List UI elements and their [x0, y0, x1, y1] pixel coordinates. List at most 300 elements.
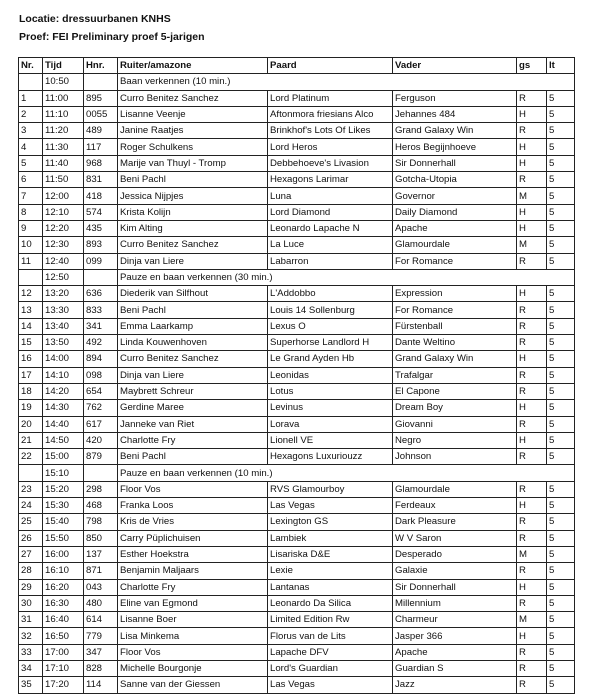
table-row	[19, 546, 575, 562]
cell-rider: Curro Benitez Sanchez	[118, 351, 268, 367]
cell-rider: Emma Laarkamp	[118, 318, 268, 334]
cell-horse: Brinkhof's Lots Of Likes	[268, 123, 393, 139]
test-line: Proef: FEI Preliminary proef 5-jarigen	[19, 31, 205, 43]
cell-time: 12:20	[43, 220, 84, 236]
cell-time: 11:10	[43, 106, 84, 122]
cell-gs: H	[517, 139, 547, 155]
cell-time: 15:30	[43, 498, 84, 514]
cell-horse: L'Addobbo	[268, 286, 393, 302]
cell-rider: Eline van Egmond	[118, 595, 268, 611]
cell-nr: 28	[19, 563, 43, 579]
cell-lt: 5	[547, 595, 575, 611]
cell-sire: Guardian S	[393, 660, 517, 676]
cell-lt: 5	[547, 286, 575, 302]
cell-horse: Leonardo Da Silica	[268, 595, 393, 611]
cell-gs: H	[517, 204, 547, 220]
cell-nr: 1	[19, 90, 43, 106]
cell-nr: 25	[19, 514, 43, 530]
cell-time: 15:00	[43, 449, 84, 465]
cell-gs: R	[517, 90, 547, 106]
cell-sire: Millennium	[393, 595, 517, 611]
cell-sire: Desperado	[393, 546, 517, 562]
table-row	[19, 139, 575, 155]
cell-lt: 5	[547, 367, 575, 383]
table-row	[19, 123, 575, 139]
cell-hnr: 489	[84, 123, 118, 139]
table-row	[19, 514, 575, 530]
cell-time: 16:10	[43, 563, 84, 579]
cell-nr: 26	[19, 530, 43, 546]
table-row	[19, 351, 575, 367]
cell-sire: Apache	[393, 644, 517, 660]
break-label: Pauze en baan verkennen (30 min.)	[118, 269, 575, 285]
cell-time: 16:50	[43, 628, 84, 644]
cell-gs: R	[517, 563, 547, 579]
cell-gs: R	[517, 123, 547, 139]
table-row	[19, 188, 575, 204]
cell-gs: H	[517, 400, 547, 416]
cell-horse: Levinus	[268, 400, 393, 416]
col-header-horse: Paard	[268, 58, 393, 74]
cell-rider: Diederik van Silfhout	[118, 286, 268, 302]
table-row	[19, 644, 575, 660]
cell-time: 15:10	[43, 465, 84, 481]
cell-hnr: 043	[84, 579, 118, 595]
cell-gs: H	[517, 628, 547, 644]
cell-lt: 5	[547, 481, 575, 497]
cell-horse: Louis 14 Sollenburg	[268, 302, 393, 318]
break-label: Baan verkennen (10 min.)	[118, 74, 575, 90]
cell-sire: W V Saron	[393, 530, 517, 546]
col-header-gs: gs	[517, 58, 547, 74]
cell-horse: Florus van de Lits	[268, 628, 393, 644]
cell-horse: Lantanas	[268, 579, 393, 595]
break-label: Pauze en baan verkennen (10 min.)	[118, 465, 575, 481]
cell-rider: Krista Kolijn	[118, 204, 268, 220]
cell-sire: Jazz	[393, 677, 517, 693]
cell-lt: 5	[547, 335, 575, 351]
cell-nr: 3	[19, 123, 43, 139]
cell-sire: Giovanni	[393, 416, 517, 432]
cell-rider: Beni Pachl	[118, 449, 268, 465]
cell-hnr: 617	[84, 416, 118, 432]
cell-nr: 29	[19, 579, 43, 595]
cell-nr: 21	[19, 432, 43, 448]
cell-lt: 5	[547, 318, 575, 334]
cell-hnr: 098	[84, 367, 118, 383]
cell-time: 13:50	[43, 335, 84, 351]
cell-time: 14:30	[43, 400, 84, 416]
cell-lt: 5	[547, 628, 575, 644]
cell-sire: Grand Galaxy Win	[393, 351, 517, 367]
cell-hnr: 468	[84, 498, 118, 514]
cell-sire: Heros Begijnhoeve	[393, 139, 517, 155]
cell-lt: 5	[547, 498, 575, 514]
cell-hnr: 614	[84, 612, 118, 628]
cell-horse: Lionell VE	[268, 432, 393, 448]
cell-gs: R	[517, 481, 547, 497]
cell-sire: Fürstenball	[393, 318, 517, 334]
cell-rider: Curro Benitez Sanchez	[118, 90, 268, 106]
cell-time: 17:00	[43, 644, 84, 660]
cell-lt: 5	[547, 351, 575, 367]
cell-rider: Floor Vos	[118, 644, 268, 660]
cell-sire: For Romance	[393, 253, 517, 269]
cell-hnr: 420	[84, 432, 118, 448]
table-header-row	[19, 58, 575, 74]
cell-rider: Benjamin Maljaars	[118, 563, 268, 579]
cell-sire: Jasper 366	[393, 628, 517, 644]
cell-nr: 33	[19, 644, 43, 660]
cell-lt: 5	[547, 449, 575, 465]
table-row	[19, 335, 575, 351]
cell-time: 12:40	[43, 253, 84, 269]
cell-hnr	[84, 269, 118, 285]
cell-hnr: 114	[84, 677, 118, 693]
cell-sire: Apache	[393, 220, 517, 236]
cell-gs: R	[517, 302, 547, 318]
cell-rider: Franka Loos	[118, 498, 268, 514]
cell-time: 14:10	[43, 367, 84, 383]
start-list-table	[18, 57, 575, 694]
cell-time: 11:00	[43, 90, 84, 106]
cell-horse: Labarron	[268, 253, 393, 269]
cell-gs: M	[517, 612, 547, 628]
table-row	[19, 595, 575, 611]
cell-rider: Jessica Nijpjes	[118, 188, 268, 204]
cell-time: 14:20	[43, 383, 84, 399]
cell-nr: 23	[19, 481, 43, 497]
cell-nr: 35	[19, 677, 43, 693]
cell-time: 14:00	[43, 351, 84, 367]
cell-nr	[19, 269, 43, 285]
cell-nr: 22	[19, 449, 43, 465]
cell-rider: Michelle Bourgonje	[118, 660, 268, 676]
cell-gs: R	[517, 416, 547, 432]
table-row	[19, 400, 575, 416]
cell-horse: Superhorse Landlord H	[268, 335, 393, 351]
cell-sire: Grand Galaxy Win	[393, 123, 517, 139]
cell-time: 11:20	[43, 123, 84, 139]
cell-hnr: 850	[84, 530, 118, 546]
cell-hnr: 099	[84, 253, 118, 269]
cell-time: 15:50	[43, 530, 84, 546]
cell-horse: RVS Glamourboy	[268, 481, 393, 497]
cell-lt: 5	[547, 677, 575, 693]
cell-lt: 5	[547, 432, 575, 448]
table-row	[19, 155, 575, 171]
cell-sire: Charmeur	[393, 612, 517, 628]
cell-rider: Lisanne Boer	[118, 612, 268, 628]
cell-hnr: 871	[84, 563, 118, 579]
cell-nr: 2	[19, 106, 43, 122]
cell-gs: R	[517, 318, 547, 334]
cell-sire: Dark Pleasure	[393, 514, 517, 530]
cell-rider: Charlotte Fry	[118, 579, 268, 595]
cell-time: 16:40	[43, 612, 84, 628]
cell-time: 12:10	[43, 204, 84, 220]
cell-time: 16:30	[43, 595, 84, 611]
cell-horse: Lisariska D&E	[268, 546, 393, 562]
cell-hnr: 492	[84, 335, 118, 351]
cell-gs: R	[517, 335, 547, 351]
cell-time: 11:40	[43, 155, 84, 171]
cell-rider: Janine Raatjes	[118, 123, 268, 139]
cell-lt: 5	[547, 530, 575, 546]
cell-gs: H	[517, 106, 547, 122]
cell-nr: 18	[19, 383, 43, 399]
cell-lt: 5	[547, 612, 575, 628]
cell-hnr: 0055	[84, 106, 118, 122]
cell-hnr: 833	[84, 302, 118, 318]
break-row	[19, 74, 575, 90]
cell-horse: Hexagons Luxuriouzz	[268, 449, 393, 465]
cell-gs: H	[517, 220, 547, 236]
table-row	[19, 106, 575, 122]
cell-time: 12:00	[43, 188, 84, 204]
cell-nr: 4	[19, 139, 43, 155]
cell-horse: La Luce	[268, 237, 393, 253]
cell-hnr: 894	[84, 351, 118, 367]
cell-time: 17:20	[43, 677, 84, 693]
cell-rider: Dinja van Liere	[118, 253, 268, 269]
cell-lt: 5	[547, 644, 575, 660]
cell-nr: 30	[19, 595, 43, 611]
cell-hnr: 828	[84, 660, 118, 676]
cell-sire: Ferguson	[393, 90, 517, 106]
cell-rider: Charlotte Fry	[118, 432, 268, 448]
table-row	[19, 416, 575, 432]
col-header-nr: Nr.	[19, 58, 43, 74]
cell-gs: H	[517, 579, 547, 595]
cell-lt: 5	[547, 383, 575, 399]
col-header-lt: lt	[547, 58, 575, 74]
table-row	[19, 367, 575, 383]
cell-hnr: 347	[84, 644, 118, 660]
cell-time: 13:40	[43, 318, 84, 334]
cell-horse: Las Vegas	[268, 498, 393, 514]
cell-hnr: 298	[84, 481, 118, 497]
cell-rider: Roger Schulkens	[118, 139, 268, 155]
cell-time: 10:50	[43, 74, 84, 90]
cell-horse: Lambiek	[268, 530, 393, 546]
cell-hnr: 895	[84, 90, 118, 106]
cell-gs: R	[517, 530, 547, 546]
location-line: Locatie: dressuurbanen KNHS	[19, 13, 171, 25]
cell-horse: Lexus O	[268, 318, 393, 334]
table-row	[19, 498, 575, 514]
cell-nr: 14	[19, 318, 43, 334]
cell-horse: Las Vegas	[268, 677, 393, 693]
cell-rider: Sanne van der Giessen	[118, 677, 268, 693]
col-header-hnr: Hnr.	[84, 58, 118, 74]
cell-nr: 12	[19, 286, 43, 302]
cell-lt: 5	[547, 660, 575, 676]
cell-sire: Negro	[393, 432, 517, 448]
cell-horse: Leonidas	[268, 367, 393, 383]
break-row	[19, 465, 575, 481]
cell-lt: 5	[547, 90, 575, 106]
cell-sire: Gotcha-Utopia	[393, 172, 517, 188]
table-row	[19, 237, 575, 253]
cell-time: 12:30	[43, 237, 84, 253]
cell-nr: 16	[19, 351, 43, 367]
cell-hnr: 798	[84, 514, 118, 530]
cell-rider: Beni Pachl	[118, 172, 268, 188]
table-row	[19, 286, 575, 302]
cell-horse: Leonardo Lapache N	[268, 220, 393, 236]
cell-rider: Janneke van Riet	[118, 416, 268, 432]
cell-hnr: 879	[84, 449, 118, 465]
cell-sire: Governor	[393, 188, 517, 204]
table-row	[19, 481, 575, 497]
cell-rider: Beni Pachl	[118, 302, 268, 318]
cell-nr: 24	[19, 498, 43, 514]
cell-horse: Lord Heros	[268, 139, 393, 155]
cell-rider: Gerdine Maree	[118, 400, 268, 416]
cell-hnr	[84, 74, 118, 90]
cell-nr: 9	[19, 220, 43, 236]
cell-gs: R	[517, 253, 547, 269]
table-row	[19, 579, 575, 595]
cell-nr: 20	[19, 416, 43, 432]
table-row	[19, 432, 575, 448]
cell-sire: Ferdeaux	[393, 498, 517, 514]
cell-lt: 5	[547, 172, 575, 188]
cell-horse: Lord's Guardian	[268, 660, 393, 676]
cell-lt: 5	[547, 579, 575, 595]
cell-gs: R	[517, 383, 547, 399]
cell-sire: Sir Donnerhall	[393, 155, 517, 171]
cell-sire: Dante Weltino	[393, 335, 517, 351]
cell-lt: 5	[547, 253, 575, 269]
cell-time: 16:00	[43, 546, 84, 562]
table-row	[19, 172, 575, 188]
cell-rider: Kim Alting	[118, 220, 268, 236]
document-header	[19, 10, 205, 46]
cell-sire: El Capone	[393, 383, 517, 399]
break-row	[19, 269, 575, 285]
cell-rider: Curro Benitez Sanchez	[118, 237, 268, 253]
cell-sire: Expression	[393, 286, 517, 302]
cell-lt: 5	[547, 188, 575, 204]
cell-hnr: 831	[84, 172, 118, 188]
cell-time: 14:40	[43, 416, 84, 432]
cell-sire: For Romance	[393, 302, 517, 318]
cell-horse: Limited Edition Rw	[268, 612, 393, 628]
cell-rider: Maybrett Schreur	[118, 383, 268, 399]
cell-horse: Luna	[268, 188, 393, 204]
table-row	[19, 612, 575, 628]
cell-lt: 5	[547, 204, 575, 220]
cell-hnr: 654	[84, 383, 118, 399]
cell-gs: H	[517, 286, 547, 302]
cell-horse: Lexington GS	[268, 514, 393, 530]
cell-rider: Esther Hoekstra	[118, 546, 268, 562]
cell-gs: H	[517, 432, 547, 448]
cell-hnr: 117	[84, 139, 118, 155]
cell-nr: 10	[19, 237, 43, 253]
table-row	[19, 449, 575, 465]
table-row	[19, 90, 575, 106]
cell-nr: 6	[19, 172, 43, 188]
cell-lt: 5	[547, 237, 575, 253]
cell-horse: Debbehoeve's Livasion	[268, 155, 393, 171]
col-header-sire: Vader	[393, 58, 517, 74]
cell-time: 16:20	[43, 579, 84, 595]
table-row	[19, 677, 575, 693]
cell-rider: Dinja van Liere	[118, 367, 268, 383]
cell-rider: Lisanne Veenje	[118, 106, 268, 122]
cell-sire: Johnson	[393, 449, 517, 465]
cell-rider: Floor Vos	[118, 481, 268, 497]
cell-nr: 32	[19, 628, 43, 644]
col-header-time: Tijd	[43, 58, 84, 74]
cell-hnr: 893	[84, 237, 118, 253]
table-row	[19, 530, 575, 546]
cell-lt: 5	[547, 400, 575, 416]
cell-nr: 5	[19, 155, 43, 171]
table-row	[19, 253, 575, 269]
cell-lt: 5	[547, 139, 575, 155]
table-row	[19, 204, 575, 220]
table-row	[19, 660, 575, 676]
cell-sire: Jehannes 484	[393, 106, 517, 122]
cell-time: 17:10	[43, 660, 84, 676]
cell-rider: Kris de Vries	[118, 514, 268, 530]
cell-horse: Lord Diamond	[268, 204, 393, 220]
cell-rider: Marije van Thuyl - Tromp	[118, 155, 268, 171]
table-row	[19, 563, 575, 579]
cell-hnr: 341	[84, 318, 118, 334]
cell-nr: 11	[19, 253, 43, 269]
cell-lt: 5	[547, 416, 575, 432]
cell-nr: 31	[19, 612, 43, 628]
cell-lt: 5	[547, 546, 575, 562]
table-row	[19, 628, 575, 644]
cell-hnr: 137	[84, 546, 118, 562]
cell-gs: H	[517, 155, 547, 171]
cell-gs: R	[517, 449, 547, 465]
cell-hnr: 574	[84, 204, 118, 220]
cell-time: 11:50	[43, 172, 84, 188]
cell-nr: 27	[19, 546, 43, 562]
cell-rider: Carry Püplichuisen	[118, 530, 268, 546]
cell-gs: R	[517, 514, 547, 530]
cell-time: 12:50	[43, 269, 84, 285]
cell-gs: R	[517, 172, 547, 188]
table-row	[19, 220, 575, 236]
cell-hnr: 968	[84, 155, 118, 171]
cell-time: 13:20	[43, 286, 84, 302]
cell-nr: 13	[19, 302, 43, 318]
cell-horse: Hexagons Larimar	[268, 172, 393, 188]
cell-sire: Dream Boy	[393, 400, 517, 416]
cell-sire: Sir Donnerhall	[393, 579, 517, 595]
cell-horse: Le Grand Ayden Hb	[268, 351, 393, 367]
cell-time: 13:30	[43, 302, 84, 318]
cell-lt: 5	[547, 220, 575, 236]
cell-nr: 17	[19, 367, 43, 383]
cell-nr: 34	[19, 660, 43, 676]
cell-nr: 8	[19, 204, 43, 220]
cell-rider: Lisa Minkema	[118, 628, 268, 644]
cell-lt: 5	[547, 123, 575, 139]
cell-time: 15:20	[43, 481, 84, 497]
cell-nr: 15	[19, 335, 43, 351]
cell-hnr	[84, 465, 118, 481]
cell-lt: 5	[547, 563, 575, 579]
